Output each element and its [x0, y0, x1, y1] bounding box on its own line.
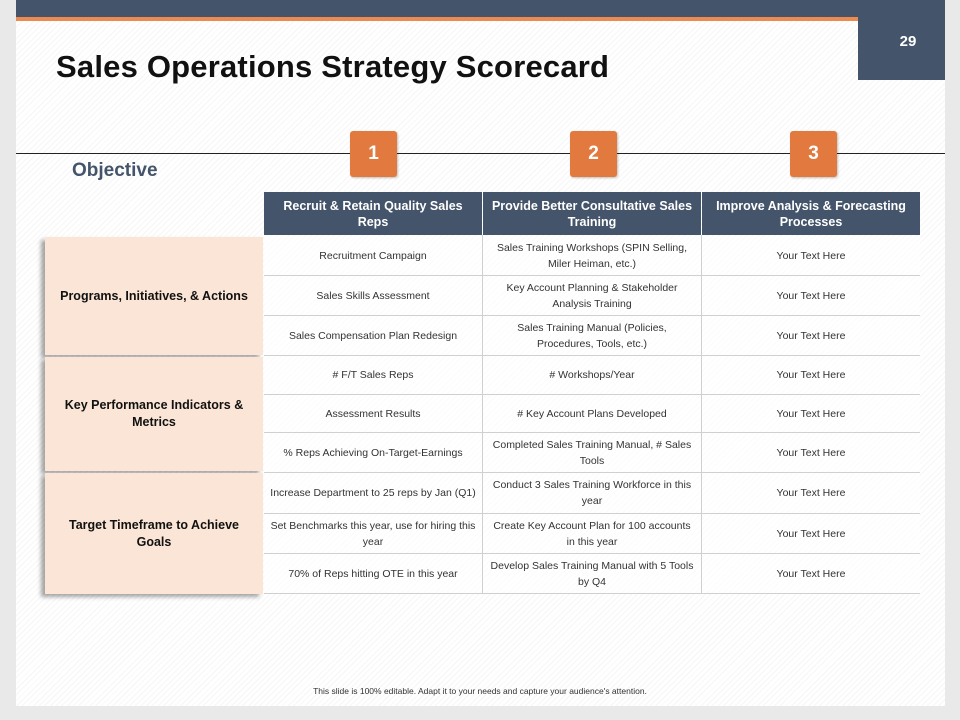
table-cell: Your Text Here — [702, 316, 920, 356]
table-cell: Increase Department to 25 reps by Jan (Q1) — [264, 473, 482, 514]
table-cell: Your Text Here — [702, 356, 920, 395]
table-cell: Completed Sales Training Manual, # Sales Tools — [483, 433, 701, 473]
table-cell: Set Benchmarks this year, use for hiring this year — [264, 514, 482, 554]
table-cell: # Key Account Plans Developed — [483, 395, 701, 433]
column-header-3: Improve Analysis & Forecasting Processes — [702, 192, 920, 235]
table-cell: Your Text Here — [702, 554, 920, 594]
objective-label: Objective — [72, 160, 158, 181]
table-cell: Your Text Here — [702, 514, 920, 554]
column-header-1: Recruit & Retain Quality Sales Reps — [264, 192, 482, 235]
table-cell: Sales Compensation Plan Redesign — [264, 316, 482, 356]
table-cell: Recruitment Campaign — [264, 236, 482, 276]
slide-title: Sales Operations Strategy Scorecard — [56, 49, 610, 84]
step-badge-2: 2 — [570, 131, 617, 177]
footer-note: This slide is 100% editable. Adapt it to your needs and capture your audience's attention. — [313, 686, 647, 696]
table-cell: % Reps Achieving On-Target-Earnings — [264, 433, 482, 473]
step-badge-1: 1 — [350, 131, 397, 177]
table-cell: Sales Training Workshops (SPIN Selling, Miler Heiman, etc.) — [483, 236, 701, 276]
table-cell: Your Text Here — [702, 276, 920, 316]
section-label-programs: Programs, Initiatives, & Actions — [45, 237, 263, 355]
table-cell: Your Text Here — [702, 236, 920, 276]
section-label-timeframe: Target Timeframe to Achieve Goals — [45, 473, 263, 594]
page-number: 29 — [899, 33, 917, 50]
table-cell: Create Key Account Plan for 100 accounts in this year — [483, 514, 701, 554]
top-accent-stripe — [16, 17, 858, 21]
step-badge-3: 3 — [790, 131, 837, 177]
table-cell: Your Text Here — [702, 473, 920, 514]
table-cell: Your Text Here — [702, 395, 920, 433]
table-cell: Sales Skills Assessment — [264, 276, 482, 316]
table-cell: Conduct 3 Sales Training Workforce in this year — [483, 473, 701, 514]
section-label-kpis: Key Performance Indicators & Metrics — [45, 357, 263, 471]
table-cell: Sales Training Manual (Policies, Procedures, Tools, etc.) — [483, 316, 701, 356]
table-cell: Assessment Results — [264, 395, 482, 433]
table-cell: # Workshops/Year — [483, 356, 701, 395]
table-cell: Your Text Here — [702, 433, 920, 473]
table-cell: 70% of Reps hitting OTE in this year — [264, 554, 482, 594]
top-banner — [16, 0, 858, 17]
table-cell: Develop Sales Training Manual with 5 Tools by Q4 — [483, 554, 701, 594]
column-header-2: Provide Better Consultative Sales Training — [483, 192, 701, 235]
table-cell: # F/T Sales Reps — [264, 356, 482, 395]
table-cell: Key Account Planning & Stakeholder Analysis Training — [483, 276, 701, 316]
